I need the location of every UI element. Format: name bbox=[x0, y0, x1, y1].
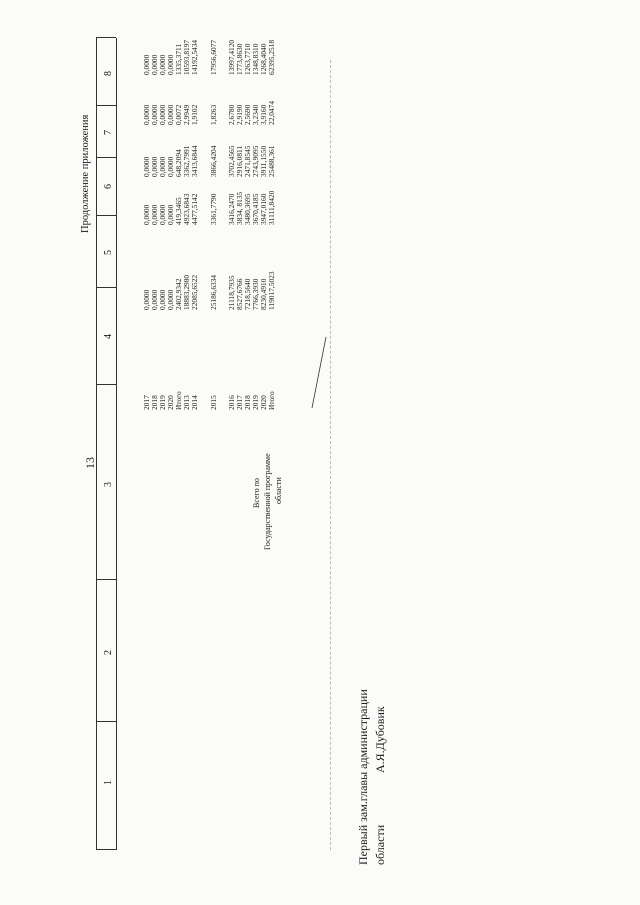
cell-c4: 0,0000 bbox=[158, 289, 167, 310]
section-label-line: области bbox=[274, 477, 283, 504]
cell-c5: 4477,5142 bbox=[190, 193, 199, 225]
cell-c5: 3480,3695 bbox=[243, 193, 252, 225]
col-header-5: 5 bbox=[103, 250, 114, 255]
cell-c6: 0,0000 bbox=[166, 156, 175, 177]
row-year: 2020 bbox=[259, 395, 268, 410]
cell-c5: 4923,6843 bbox=[182, 193, 191, 225]
cell-c8: 0,0000 bbox=[158, 54, 167, 75]
section-label-line: Всего по bbox=[252, 478, 261, 508]
cell-c4: 25186,6334 bbox=[209, 274, 218, 310]
cell-c8: 17956,6077 bbox=[209, 39, 218, 75]
cell-c7: 1,9102 bbox=[190, 104, 199, 125]
row-year: 2018 bbox=[243, 395, 252, 410]
cell-c5: 3361,7790 bbox=[209, 193, 218, 225]
col-header-6: 6 bbox=[103, 184, 114, 189]
cell-c7: 2,9190 bbox=[235, 104, 244, 125]
cell-c7: 3,9160 bbox=[259, 104, 268, 125]
cell-c5: 3670,4185 bbox=[251, 193, 260, 225]
cell-c7: 2,6780 bbox=[227, 104, 236, 125]
cell-c4: 0,0000 bbox=[142, 289, 151, 310]
cell-c6: 0,0000 bbox=[142, 156, 151, 177]
cell-c4: 18883,2980 bbox=[182, 274, 191, 310]
cell-c6: 0,0000 bbox=[150, 156, 159, 177]
cell-c8: 62395,2518 bbox=[267, 39, 276, 75]
cell-c8: 14192,5434 bbox=[190, 39, 199, 75]
cell-c4: 7218,5640 bbox=[243, 278, 252, 310]
cell-c7: 0,0000 bbox=[158, 104, 167, 125]
row-year: 2020 bbox=[166, 395, 175, 410]
cell-c6: 2743,9095 bbox=[251, 145, 260, 177]
cell-c5: 3947,0160 bbox=[259, 193, 268, 225]
cell-c6: 2916,0811 bbox=[235, 145, 244, 177]
col-header-1: 1 bbox=[103, 780, 114, 785]
cell-c6: 25488,361 bbox=[267, 145, 276, 177]
cell-c4: 0,0000 bbox=[150, 289, 159, 310]
cell-c7: 0,0000 bbox=[150, 104, 159, 125]
col-header-2: 2 bbox=[103, 650, 114, 655]
cell-c7: 0,0072 bbox=[174, 104, 183, 125]
row-year: Итого bbox=[174, 391, 183, 410]
cell-c5: 0,0000 bbox=[166, 204, 175, 225]
row-year: 2017 bbox=[142, 395, 151, 410]
cell-c6: 2471,8545 bbox=[243, 145, 252, 177]
cell-c7: 1,8263 bbox=[209, 104, 218, 125]
cell-c4: 119017,5023 bbox=[267, 271, 276, 310]
signature-name: А.Я.Дубовик bbox=[373, 706, 387, 773]
row-year: 2016 bbox=[227, 395, 236, 410]
row-year: 2019 bbox=[158, 395, 167, 410]
cell-c5: 0,0000 bbox=[142, 204, 151, 225]
section-label-line: Государственной программе bbox=[263, 453, 272, 550]
cell-c8: 0,0000 bbox=[142, 54, 151, 75]
cell-c4: 8527,6766 bbox=[235, 278, 244, 310]
col-header-7: 7 bbox=[103, 130, 114, 135]
cell-c6: 0,0000 bbox=[158, 156, 167, 177]
cell-c8: 1263,7710 bbox=[243, 43, 252, 75]
cell-c6: 3702,4565 bbox=[227, 145, 236, 177]
cell-c7: 2,5690 bbox=[243, 104, 252, 125]
cell-c6: 3911,1550 bbox=[259, 145, 268, 177]
cell-c4: 22085,6522 bbox=[190, 274, 199, 310]
cell-c7: 0,0000 bbox=[142, 104, 151, 125]
row-year: Итого bbox=[267, 391, 276, 410]
cell-c8: 0,0000 bbox=[166, 54, 175, 75]
row-year: 2017 bbox=[235, 395, 244, 410]
cell-c6: 3362,7991 bbox=[182, 145, 191, 177]
col-header-8: 8 bbox=[103, 71, 114, 76]
col-header-3: 3 bbox=[103, 482, 114, 487]
cell-c5: 0,0000 bbox=[158, 204, 167, 225]
cell-c8: 1773,8630 bbox=[235, 43, 244, 75]
signature-title: Первый зам.главы администрации bbox=[356, 689, 370, 865]
continuation-caption: Продолжение приложения bbox=[80, 114, 91, 233]
cell-c5: 419,3465 bbox=[174, 197, 183, 225]
row-year: 2019 bbox=[251, 395, 260, 410]
cell-c7: 0,0000 bbox=[166, 104, 175, 125]
cell-c4: 8230,4910 bbox=[259, 278, 268, 310]
cell-c8: 1268,4040 bbox=[259, 43, 268, 75]
cell-c5: 3834, 8135 bbox=[235, 191, 244, 225]
cell-c6: 3866,4204 bbox=[209, 145, 218, 177]
cell-c4: 7766,3930 bbox=[251, 278, 260, 310]
cell-c5: 3416,2470 bbox=[227, 193, 236, 225]
cell-c8: 0,0000 bbox=[150, 54, 159, 75]
row-year: 2014 bbox=[190, 395, 199, 410]
cell-c7: 2,9949 bbox=[182, 104, 191, 125]
col-header-4: 4 bbox=[103, 334, 114, 339]
cell-c7: 22,0474 bbox=[267, 100, 276, 125]
cell-c8: 13997,4120 bbox=[227, 39, 236, 75]
cell-c4: 21118,7935 bbox=[227, 275, 236, 310]
cell-c6: 3413,6844 bbox=[190, 145, 199, 177]
cell-c5: 0,0000 bbox=[150, 204, 159, 225]
cell-c6: 648,2094 bbox=[174, 149, 183, 177]
row-year: 2015 bbox=[209, 395, 218, 410]
cell-c4: 2402,9342 bbox=[174, 278, 183, 310]
row-year: 2018 bbox=[150, 395, 159, 410]
page-number: 13 bbox=[83, 457, 97, 469]
cell-c5: 31111,8420 bbox=[267, 190, 276, 225]
cell-c4: 0,0000 bbox=[166, 289, 175, 310]
cell-c8: 10593,8197 bbox=[182, 39, 191, 75]
cell-c8: 1335,3711 bbox=[174, 43, 183, 75]
cell-c7: 3,2340 bbox=[251, 104, 260, 125]
signature-region: области bbox=[373, 824, 387, 865]
cell-c8: 1348,8310 bbox=[251, 43, 260, 75]
row-year: 2013 bbox=[182, 395, 191, 410]
